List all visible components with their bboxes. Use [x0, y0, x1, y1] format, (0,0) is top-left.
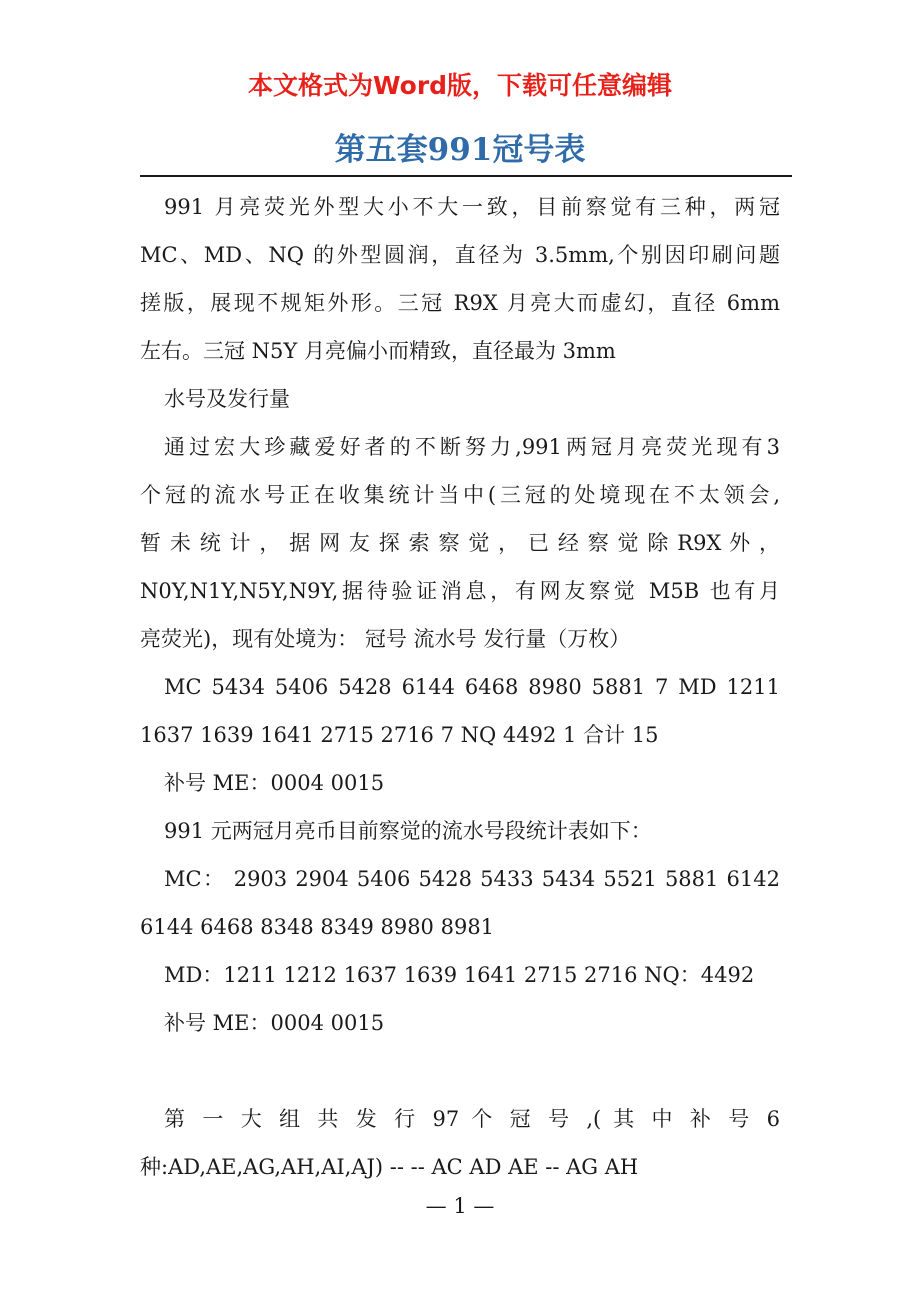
paragraph-line: 1637 1639 1641 2715 2716 7 NQ 4492 1 合计 15: [140, 723, 659, 747]
paragraph-line: MC 5434 5406 5428 6144 6468 8980 5881 7 MD 1211: [164, 675, 780, 699]
paragraph-line: MC、MD、NQ 的外型圆润，直径为 3.5mm,个别因印刷问题: [140, 243, 780, 267]
paragraph-line: 补号 ME：0004 0015: [164, 771, 385, 795]
paragraph-line: 个冠的流水号正在收集统计当中(三冠的处境现在不太领会,: [140, 483, 780, 507]
paragraph-line: 种:AD,AE,AG,AH,AI,AJ) -- -- AC AD AE -- AG AH: [140, 1155, 639, 1179]
document-body: [140, 183, 780, 1191]
paragraph-line: 左右。三冠 N5Y 月亮偏小而精致，直径最为 3mm: [140, 339, 616, 363]
paragraph-line: N0Y,N1Y,N5Y,N9Y,据待验证消息，有网友察觉 M5B 也有月: [140, 579, 780, 603]
paragraph-line: 通过宏大珍藏爱好者的不断努力,991两冠月亮荧光现有3: [164, 435, 780, 459]
paragraph-line: 亮荧光)，现有处境为： 冠号 流水号 发行量（万枚）: [140, 627, 631, 651]
page-number: — 1 —: [425, 1194, 495, 1218]
paragraph-line: MD：1211 1212 1637 1639 1641 2715 2716 NQ：4492: [164, 963, 755, 987]
section-heading: 水号及发行量: [164, 387, 290, 411]
title-divider: [140, 175, 792, 177]
paragraph-line: 6144 6468 8348 8349 8980 8981: [140, 915, 495, 939]
download-banner: 本文格式为Word版，下载可任意编辑: [247, 71, 673, 100]
paragraph-line: MC： 2903 2904 5406 5428 5433 5434 5521 5881 6142: [164, 867, 780, 891]
document-title: 第五套991冠号表: [334, 132, 586, 168]
paragraph-line: 第 一 大 组 共 发 行 97 个 冠 号 ,( 其 中 补 号 6: [164, 1107, 780, 1131]
paragraph-line: 991 元两冠月亮币目前察觉的流水号段统计表如下：: [164, 819, 652, 843]
paragraph-gap: [140, 1047, 780, 1095]
paragraph-line: 991 月亮荧光外型大小不大一致，目前察觉有三种，两冠: [164, 195, 780, 219]
paragraph-line: 暂 未 统 计 ， 据 网 友 探 索 察 觉 ， 已 经 察 觉 除 R9X 外 ，: [140, 531, 780, 555]
paragraph-line: 搓版，展现不规矩外形。三冠 R9X 月亮大而虚幻，直径 6mm: [140, 291, 780, 315]
paragraph-line: 补号 ME：0004 0015: [164, 1011, 385, 1035]
